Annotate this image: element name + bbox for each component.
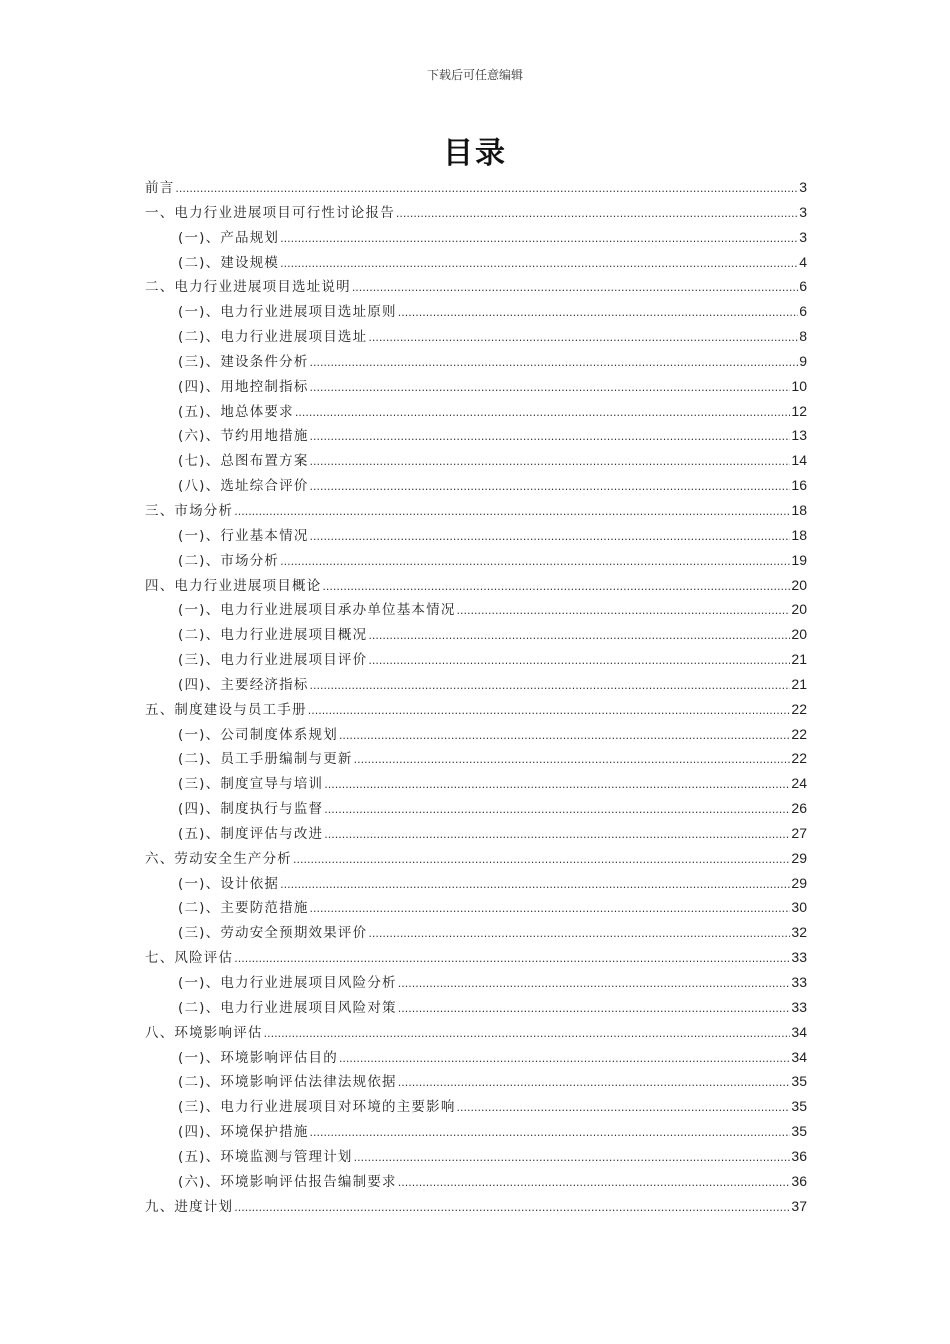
toc-page-number: 20 xyxy=(791,576,807,593)
toc-entry-title: (四)、环境保护措施 xyxy=(178,1124,309,1141)
toc-dot-leader xyxy=(310,1121,791,1146)
toc-page-number: 22 xyxy=(791,725,807,742)
toc-section-entry[interactable] xyxy=(145,920,807,945)
toc-section-entry[interactable] xyxy=(145,722,807,747)
toc-entry-title: 二、电力行业进展项目选址说明 xyxy=(145,279,351,296)
toc-section-entry[interactable] xyxy=(145,970,807,995)
toc-entry-title: (三)、电力行业进展项目评价 xyxy=(178,652,368,669)
toc-chapter-entry[interactable] xyxy=(145,846,807,871)
toc-dot-leader xyxy=(308,699,791,724)
toc-entry-title: 四、电力行业进展项目概论 xyxy=(145,577,322,594)
toc-entry-title: (二)、市场分析 xyxy=(178,552,280,569)
toc-page-number: 4 xyxy=(799,253,807,270)
toc-entry-title: (二)、电力行业进展项目概况 xyxy=(178,627,368,644)
toc-page-number: 22 xyxy=(791,750,807,767)
toc-dot-leader xyxy=(324,773,790,798)
toc-entry-title: (五)、地总体要求 xyxy=(178,403,294,420)
toc-dot-leader xyxy=(368,624,790,649)
toc-page-number: 27 xyxy=(791,824,807,841)
toc-dot-leader xyxy=(234,500,790,525)
toc-page-number: 34 xyxy=(791,1023,807,1040)
toc-page-number: 36 xyxy=(791,1147,807,1164)
toc-section-entry[interactable] xyxy=(145,448,807,473)
toc-dot-leader xyxy=(354,1146,791,1171)
toc-section-entry[interactable] xyxy=(145,423,807,448)
toc-entry-title: (二)、建设规模 xyxy=(178,254,280,271)
toc-dot-leader xyxy=(280,252,798,277)
toc-section-entry[interactable] xyxy=(145,1094,807,1119)
toc-page-number: 6 xyxy=(799,303,807,320)
toc-page-number: 20 xyxy=(791,601,807,618)
toc-dot-leader xyxy=(398,972,791,997)
toc-page-number: 33 xyxy=(791,974,807,990)
toc-dot-leader xyxy=(175,177,798,202)
toc-page-number: 3 xyxy=(799,203,807,220)
toc-dot-leader xyxy=(398,1071,791,1096)
toc-section-entry[interactable] xyxy=(145,647,807,672)
toc-section-entry[interactable] xyxy=(145,324,807,349)
toc-page-number: 33 xyxy=(791,949,807,966)
toc-dot-leader xyxy=(234,947,790,972)
toc-entry-title: 八、环境影响评估 xyxy=(145,1024,263,1041)
toc-dot-leader xyxy=(339,724,790,749)
toc-entry-title: 九、进度计划 xyxy=(145,1198,234,1215)
toc-entry-title: (三)、电力行业进展项目对环境的主要影响 xyxy=(178,1099,456,1116)
toc-entry-title: (四)、制度执行与监督 xyxy=(178,801,324,818)
toc-dot-leader xyxy=(398,997,791,1022)
toc-entry-title: (一)、电力行业进展项目风险分析 xyxy=(178,975,397,991)
toc-dot-leader xyxy=(398,1171,791,1196)
toc-dot-leader xyxy=(352,276,798,301)
toc-entry-title: (一)、产品规划 xyxy=(178,229,280,246)
toc-section-entry[interactable] xyxy=(145,250,807,275)
toc-section-entry[interactable] xyxy=(145,225,807,250)
toc-dot-leader xyxy=(368,922,790,947)
toc-page-number: 18 xyxy=(791,501,807,518)
toc-section-entry[interactable] xyxy=(145,821,807,846)
toc-section-entry[interactable] xyxy=(145,523,807,548)
toc-entry-title: 五、制度建设与员工手册 xyxy=(145,701,307,718)
toc-dot-leader xyxy=(310,351,799,376)
header-note: 下载后可任意编辑 xyxy=(426,68,523,82)
toc-dot-leader xyxy=(280,873,790,898)
toc-entry-title: (二)、环境影响评估法律法规依据 xyxy=(178,1074,397,1091)
toc-page-number: 37 xyxy=(791,1197,807,1214)
toc-entry-title: (四)、用地控制指标 xyxy=(178,378,309,395)
toc-entry-title: (二)、电力行业进展项目选址 xyxy=(178,329,368,346)
toc-page-number: 24 xyxy=(791,775,807,792)
toc-entry-title: (一)、电力行业进展项目承办单位基本情况 xyxy=(178,602,456,619)
toc-page-number: 35 xyxy=(791,1073,807,1090)
toc-page-number: 30 xyxy=(791,899,807,916)
toc-section-entry[interactable] xyxy=(145,1169,807,1194)
toc-entry-title: (二)、电力行业进展项目风险对策 xyxy=(178,999,397,1016)
toc-chapter-entry[interactable] xyxy=(145,175,807,200)
toc-section-entry[interactable] xyxy=(145,548,807,573)
toc-entry-title: (一)、环境影响评估目的 xyxy=(178,1049,338,1066)
toc-dot-leader xyxy=(310,450,791,475)
toc-section-entry[interactable] xyxy=(145,299,807,324)
toc-dot-leader xyxy=(396,202,798,227)
toc-section-entry[interactable] xyxy=(145,995,807,1020)
toc-entry-title: (一)、行业基本情况 xyxy=(178,527,309,544)
toc-page-number: 9 xyxy=(799,352,807,369)
toc-dot-leader xyxy=(293,848,790,873)
toc-dot-leader xyxy=(322,575,790,600)
toc-dot-leader xyxy=(264,1022,791,1047)
toc-dot-leader xyxy=(457,599,791,624)
toc-chapter-entry[interactable] xyxy=(145,573,807,598)
toc-page-number: 14 xyxy=(791,452,807,469)
toc-dot-leader xyxy=(324,798,790,823)
toc-page-number: 34 xyxy=(791,1048,807,1065)
toc-page-number: 36 xyxy=(791,1172,807,1189)
toc-chapter-entry[interactable] xyxy=(145,1194,807,1219)
toc-entry-title: (一)、设计依据 xyxy=(178,875,280,892)
toc-page-number: 20 xyxy=(791,626,807,643)
toc-dot-leader xyxy=(280,227,798,252)
toc-page-number: 6 xyxy=(799,278,807,295)
toc-section-entry[interactable] xyxy=(145,871,807,896)
toc-entry-title: (四)、主要经济指标 xyxy=(178,676,309,693)
toc-page-number: 22 xyxy=(791,700,807,717)
toc-dot-leader xyxy=(354,748,791,773)
toc-section-entry[interactable] xyxy=(145,622,807,647)
toc-entry-title: (二)、主要防范措施 xyxy=(178,900,309,917)
toc-page-number: 29 xyxy=(791,874,807,891)
toc-entry-title: (二)、员工手册编制与更新 xyxy=(178,751,353,768)
toc-page-number: 12 xyxy=(791,402,807,419)
toc-entry-title: 一、电力行业进展项目可行性讨论报告 xyxy=(145,204,395,221)
toc-page-number: 29 xyxy=(791,849,807,866)
toc-dot-leader xyxy=(310,897,791,922)
toc-page-number: 21 xyxy=(791,651,807,668)
toc-dot-leader xyxy=(368,326,798,351)
toc-page-number: 35 xyxy=(791,1123,807,1140)
toc-section-entry[interactable] xyxy=(145,796,807,821)
toc-dot-leader xyxy=(339,1047,790,1072)
toc-dot-leader xyxy=(310,674,791,699)
toc-section-entry[interactable] xyxy=(145,1045,807,1070)
toc-section-entry[interactable] xyxy=(145,374,807,399)
toc-section-entry[interactable] xyxy=(145,895,807,920)
toc-dot-leader xyxy=(310,425,791,450)
toc-entry-title: 七、风险评估 xyxy=(145,950,234,967)
toc-chapter-entry[interactable] xyxy=(145,945,807,970)
toc-page-number: 13 xyxy=(791,427,807,444)
toc-dot-leader xyxy=(398,301,798,326)
toc-dot-leader xyxy=(324,823,790,848)
toc-chapter-entry[interactable] xyxy=(145,1020,807,1045)
toc-page-number: 19 xyxy=(791,551,807,568)
toc-section-entry[interactable] xyxy=(145,746,807,771)
table-of-contents xyxy=(145,175,807,1218)
toc-entry-title: 六、劳动安全生产分析 xyxy=(145,850,292,867)
toc-entry-title: (三)、劳动安全预期效果评价 xyxy=(178,925,368,942)
toc-page-number: 18 xyxy=(791,526,807,543)
toc-section-entry[interactable] xyxy=(145,1119,807,1144)
toc-dot-leader xyxy=(368,649,790,674)
toc-page-number: 32 xyxy=(791,924,807,941)
toc-dot-leader xyxy=(234,1196,790,1221)
toc-dot-leader xyxy=(310,525,791,550)
toc-entry-title: (三)、制度宣导与培训 xyxy=(178,776,324,793)
toc-entry-title: (三)、建设条件分析 xyxy=(178,353,309,370)
toc-dot-leader xyxy=(457,1096,791,1121)
toc-section-entry[interactable] xyxy=(145,771,807,796)
toc-page-number: 10 xyxy=(791,377,807,394)
toc-dot-leader xyxy=(295,401,791,426)
toc-page-number: 16 xyxy=(791,477,807,494)
toc-section-entry[interactable] xyxy=(145,672,807,697)
toc-section-entry[interactable] xyxy=(145,1144,807,1169)
toc-entry-title: (八)、选址综合评价 xyxy=(178,478,309,495)
toc-entry-title: (五)、制度评估与改进 xyxy=(178,825,324,842)
toc-section-entry[interactable] xyxy=(145,473,807,498)
toc-chapter-entry[interactable] xyxy=(145,498,807,523)
toc-page-number: 26 xyxy=(791,800,807,817)
toc-page-number: 3 xyxy=(799,179,807,195)
toc-section-entry[interactable] xyxy=(145,349,807,374)
toc-entry-title: (七)、总图布置方案 xyxy=(178,453,309,470)
toc-entry-title: (六)、环境影响评估报告编制要求 xyxy=(178,1173,397,1190)
toc-entry-title: (五)、环境监测与管理计划 xyxy=(178,1148,353,1165)
toc-section-entry[interactable] xyxy=(145,1069,807,1094)
toc-page-number: 21 xyxy=(791,675,807,692)
toc-page-number: 35 xyxy=(791,1098,807,1115)
toc-page-number: 3 xyxy=(799,228,807,245)
toc-entry-title: (一)、电力行业进展项目选址原则 xyxy=(178,304,397,321)
toc-entry-title: 前言 xyxy=(145,180,175,196)
toc-dot-leader xyxy=(280,550,790,575)
toc-page-number: 8 xyxy=(799,328,807,345)
toc-dot-leader xyxy=(310,475,791,500)
toc-section-entry[interactable] xyxy=(145,399,807,424)
toc-chapter-entry[interactable] xyxy=(145,697,807,722)
toc-chapter-entry[interactable] xyxy=(145,200,807,225)
toc-entry-title: (一)、公司制度体系规划 xyxy=(178,726,338,743)
toc-entry-title: (六)、节约用地措施 xyxy=(178,428,309,445)
toc-dot-leader xyxy=(310,376,791,401)
toc-title: 目录 xyxy=(443,136,507,171)
toc-page-number: 33 xyxy=(791,998,807,1015)
toc-entry-title: 三、市场分析 xyxy=(145,502,234,519)
toc-section-entry[interactable] xyxy=(145,597,807,622)
toc-chapter-entry[interactable] xyxy=(145,274,807,299)
